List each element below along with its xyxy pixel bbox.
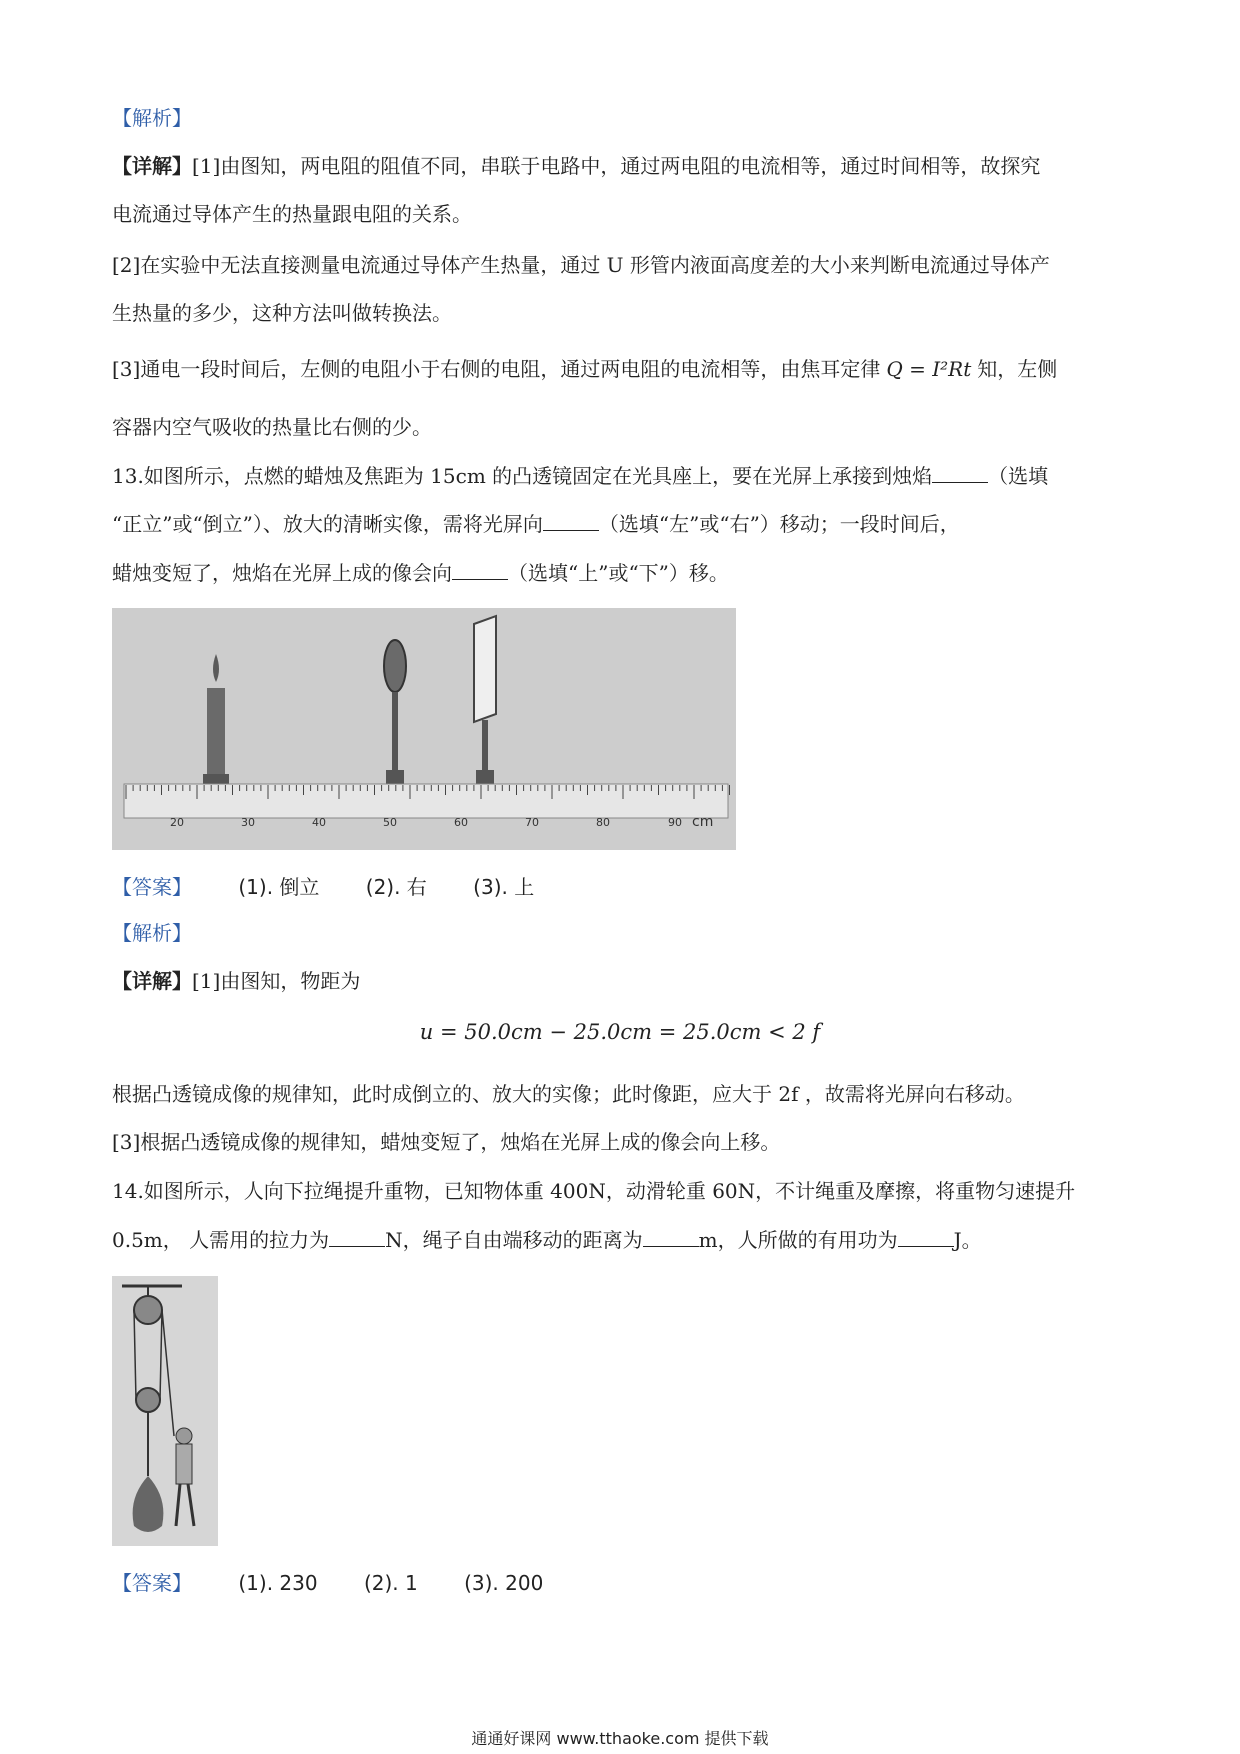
object-distance-formula: u = 50.0cm − 25.0cm = 25.0cm < 2 f (419, 1020, 821, 1044)
answer-label: 【答案】 (112, 875, 192, 899)
xiangjie-label: 【详解】 (112, 154, 192, 178)
q13-detail-line-3: [3]根据凸透镜成像的规律知，蜡烛变短了，烛焰在光屏上成的像会向上移。 (112, 1130, 781, 1154)
q14-line-1: 14.如图所示，人向下拉绳提升重物，已知物体重 400N，动滑轮重 60N，不计绳重及摩擦，将重物匀速提升 (112, 1179, 1076, 1203)
tick-label: 20 (170, 816, 184, 829)
person-head-icon (176, 1428, 192, 1444)
answer-item: (2). 右 (365, 875, 427, 899)
q13-detail-line-1 (112, 966, 1132, 996)
q14-answer-row (112, 1568, 543, 1598)
pulley-drawing (112, 1276, 218, 1546)
screen-base (476, 770, 494, 784)
tick-label: 40 (312, 816, 326, 829)
q14-line-2 (112, 1225, 1132, 1255)
prev-detail-line-2: 电流通过导体产生的热量跟电阻的关系。 (112, 202, 472, 226)
text: [3]通电一段时间后，左侧的电阻小于右侧的电阻，通过两电阻的电流相等，由焦耳定律 (112, 357, 881, 381)
text: 知，左侧 (977, 357, 1058, 381)
prev-detail-line-5 (112, 354, 1132, 384)
answer-item: (1). 倒立 (238, 875, 320, 899)
prev-detail-line-6: 容器内空气吸收的热量比右侧的少。 (112, 415, 432, 439)
q13-line-1 (112, 461, 1132, 491)
text: N，绳子自由端移动的距离为 (385, 1228, 643, 1252)
tick-label: 60 (454, 816, 468, 829)
answer-blank (452, 561, 508, 580)
text: 蜡烛变短了，烛焰在光屏上成的像会向 (112, 561, 452, 585)
light-screen (474, 616, 496, 722)
answer-blank (329, 1228, 385, 1247)
answer-label: 【答案】 (112, 1571, 192, 1595)
q13-jiexi-label: 【解析】 (112, 921, 192, 945)
xiangjie-label: 【详解】 (112, 969, 192, 993)
answer-item: (1). 230 (238, 1571, 318, 1595)
text: J。 (953, 1228, 982, 1252)
q13-answer-row (112, 872, 534, 902)
candle-holder (203, 774, 229, 784)
tick-label: 70 (525, 816, 539, 829)
q13-line-3 (112, 558, 1132, 588)
answer-item: (3). 200 (464, 1571, 544, 1595)
lens-stand (392, 692, 398, 772)
tick-label: 80 (596, 816, 610, 829)
answer-item: (3). 上 (473, 875, 535, 899)
jiexi-label: 【解析】 (112, 106, 192, 130)
text: [1]由图知，物距为 (192, 969, 361, 993)
optical-bench-figure (112, 608, 736, 850)
text: 13.如图所示，点燃的蜡烛及焦距为 15cm 的凸透镜固定在光具座上，要在光屏上承接到烛焰 (112, 464, 933, 488)
person-body (176, 1444, 192, 1484)
answer-item: (2). 1 (363, 1571, 418, 1595)
lens-icon (384, 640, 406, 692)
text: （选填 (988, 464, 1049, 488)
answer-blank (932, 464, 988, 483)
text: （选填“左”或“右”）移动；一段时间后， (598, 512, 960, 536)
text: m，人所做的有用功为 (698, 1228, 898, 1252)
tick-label: 50 (383, 816, 397, 829)
text: “正立”或“倒立”）、放大的清晰实像，需将光屏向 (112, 512, 543, 536)
prev-detail-line-1 (112, 151, 1132, 181)
prev-detail-line-3: [2]在实验中无法直接测量电流通过导体产生热量，通过 U 形管内液面高度差的大小来判断电流通过导体产 (112, 253, 1050, 277)
answer-blank (543, 512, 599, 531)
text: 0.5m， 人需用的拉力为 (112, 1228, 330, 1252)
prev-detail-line-4: 生热量的多少，这种方法叫做转换法。 (112, 301, 452, 325)
q13-detail-line-2: 根据凸透镜成像的规律知，此时成倒立的、放大的实像；此时像距，应大于 2f ，故需将光屏向右移动。 (112, 1082, 1025, 1106)
text: [1]由图知，两电阻的阻值不同，串联于电路中，通过两电阻的电流相等，通过时间相等，故探究 (192, 154, 1041, 178)
candle-body (207, 688, 225, 774)
answer-blank (898, 1228, 954, 1247)
q13-line-2 (112, 509, 1132, 539)
optical-bench-drawing (112, 608, 736, 850)
pulley-figure (112, 1276, 218, 1546)
tick-label: 90 (668, 816, 682, 829)
text: （选填“上”或“下”）移。 (508, 561, 729, 585)
page-footer: 通通好课网 www.tthaoke.com 提供下载 (471, 1729, 769, 1748)
tick-label: 30 (241, 816, 255, 829)
fixed-pulley-icon (134, 1296, 162, 1324)
answer-blank (643, 1228, 699, 1247)
screen-stand (482, 720, 488, 772)
unit-label: cm (692, 814, 714, 830)
joule-law-formula: Q = I²Rt (886, 357, 972, 381)
movable-pulley-icon (136, 1388, 160, 1412)
lens-base (386, 770, 404, 784)
